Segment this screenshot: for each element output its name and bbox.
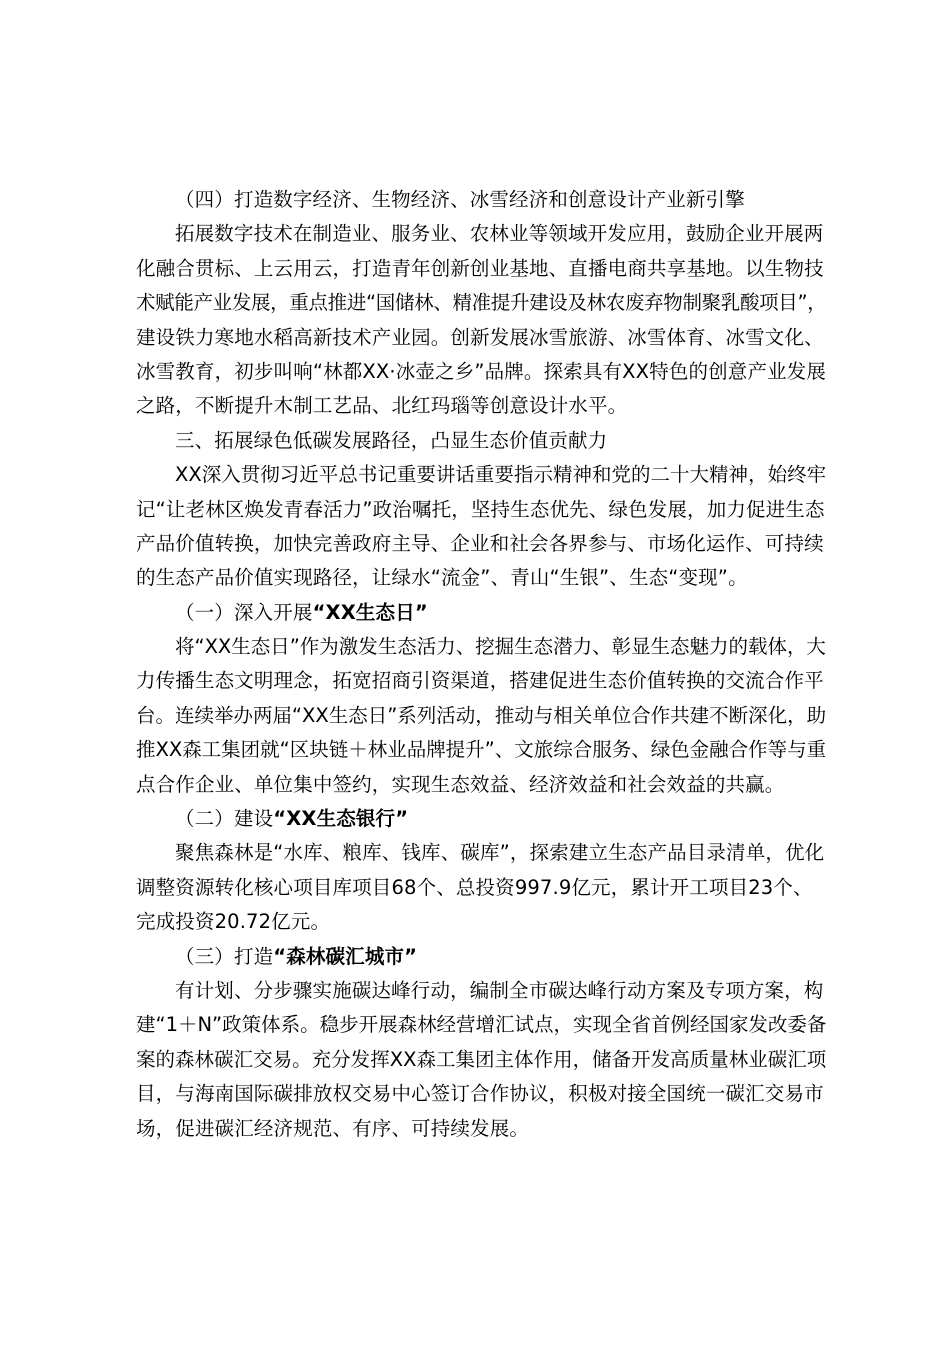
line-text: 三、拓展绿色低碳发展路径，凸显生态价值贡献力 <box>175 428 608 452</box>
line-text: （二）建设 <box>175 807 274 831</box>
text-line <box>136 871 828 905</box>
text-line <box>136 217 828 251</box>
line-text: 之路，不断提升木制工艺品、北红玛瑙等创意设计水平。 <box>136 394 628 418</box>
line-text: 调整资源转化核心项目库项目68个、总投资997.9亿元，累计开工项目23个、 <box>136 875 813 899</box>
text-line <box>136 1112 828 1146</box>
text-line <box>136 630 828 664</box>
line-text: 推XX森工集团就“区块链＋林业品牌提升”、文旅综合服务、绿色金融合作等与重 <box>136 738 827 762</box>
text-line <box>136 527 828 561</box>
document-body <box>136 183 828 1146</box>
text-line <box>136 252 828 286</box>
line-text: 案的森林碳汇交易。充分发挥XX森工集团主体作用，储备开发高质量林业碳汇项 <box>136 1047 827 1071</box>
line-text: 聚焦森林是“水库、粮库、钱库、碳库”，探索建立生态产品目录清单，优化 <box>175 841 825 865</box>
line-text: 有计划、分步骤实施碳达峰行动，编制全市碳达峰行动方案及专项方案，构 <box>175 978 824 1002</box>
text-line <box>136 355 828 389</box>
line-text: （三）打造 <box>175 944 274 968</box>
emphasized-text: “森林碳汇城市” <box>273 944 418 968</box>
line-text: 台。连续举办两届“XX生态日”系列活动，推动与相关单位合作共建不断深化，助 <box>136 703 827 727</box>
text-line <box>136 1077 828 1111</box>
line-text: 力传播生态文明理念，拓宽招商引资渠道，搭建促进生态价值转换的交流合作平 <box>136 669 824 693</box>
line-text: 冰雪教育，初步叫响“林都XX·冰壶之乡”品牌。探索具有XX特色的创意产业发展 <box>136 359 827 383</box>
line-text: 建“1＋N”政策体系。稳步开展森林经营增汇试点，实现全省首例经国家发改委备 <box>136 1013 827 1037</box>
text-line <box>136 389 828 423</box>
text-line <box>136 286 828 320</box>
text-line <box>136 321 828 355</box>
emphasized-text: “XX生态银行” <box>273 807 409 831</box>
line-text: 完成投资20.72亿元。 <box>136 910 331 934</box>
text-line <box>136 733 828 767</box>
line-text: 点合作企业、单位集中签约，实现生态效益、经济效益和社会效益的共赢。 <box>136 772 785 796</box>
text-line <box>136 458 828 492</box>
text-line <box>136 1008 828 1042</box>
line-text: 化融合贯标、上云用云，打造青年创新创业基地、直播电商共享基地。以生物技 <box>136 256 824 280</box>
line-text: （四）打造数字经济、生物经济、冰雪经济和创意设计产业新引擎 <box>175 188 745 211</box>
section-heading <box>136 424 828 458</box>
text-line <box>136 836 828 870</box>
section-heading <box>136 183 828 217</box>
section-heading <box>136 940 828 974</box>
section-heading <box>136 802 828 836</box>
line-text: 拓展数字技术在制造业、服务业、农林业等领域开发应用，鼓励企业开展两 <box>175 222 824 246</box>
line-text: 术赋能产业发展，重点推进“国储林、精准提升建设及林农废弃物制聚乳酸项目”， <box>136 291 827 315</box>
text-line <box>136 905 828 939</box>
text-line <box>136 1043 828 1077</box>
line-text: 产品价值转换，加快完善政府主导、企业和社会各界参与、市场化运作、可持续 <box>136 531 824 555</box>
line-text: （一）深入开展 <box>175 600 313 624</box>
text-line <box>136 561 828 595</box>
line-text: 场，促进碳汇经济规范、有序、可持续发展。 <box>136 1116 530 1140</box>
line-text: XX深入贯彻习近平总书记重要讲话重要指示精神和党的二十大精神，始终牢 <box>175 463 827 487</box>
section-heading <box>136 596 828 630</box>
line-text: 的生态产品价值实现路径，让绿水“流金”、青山“生银”、生态“变现”。 <box>136 566 748 590</box>
line-text: 目，与海南国际碳排放权交易中心签订合作协议，积极对接全国统一碳汇交易市 <box>136 1082 824 1106</box>
line-text: 记“让老林区焕发青春活力”政治嘱托，坚持生态优先、绿色发展，加力促进生态 <box>136 497 825 521</box>
text-line <box>136 699 828 733</box>
text-line <box>136 493 828 527</box>
text-line <box>136 768 828 802</box>
text-line <box>136 974 828 1008</box>
line-text: 建设铁力寒地水稻高新技术产业园。创新发展冰雪旅游、冰雪体育、冰雪文化、 <box>136 325 824 349</box>
line-text: 将“XX生态日”作为激发生态活力、挖掘生态潜力、彰显生态魅力的载体，大 <box>175 635 826 659</box>
text-line <box>136 664 828 698</box>
emphasized-text: “XX生态日” <box>312 600 428 624</box>
